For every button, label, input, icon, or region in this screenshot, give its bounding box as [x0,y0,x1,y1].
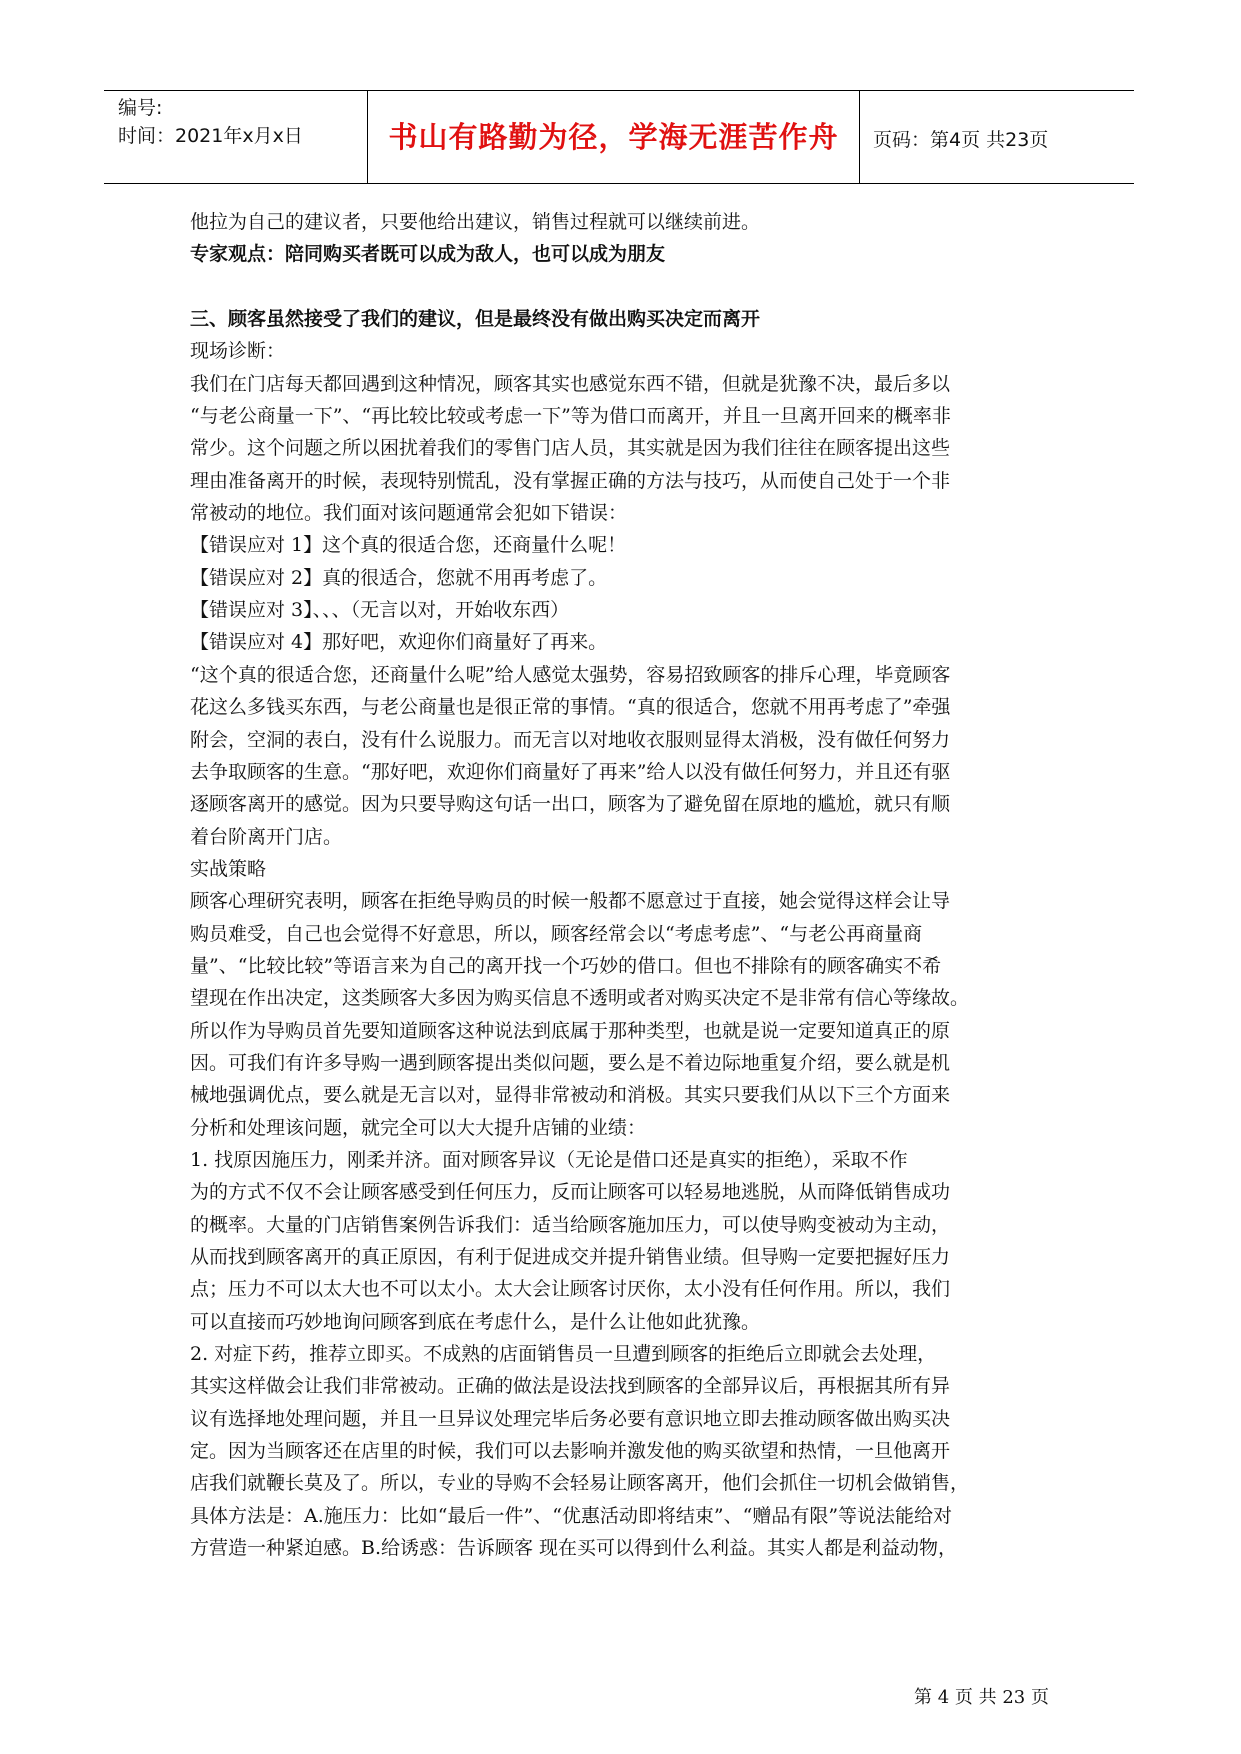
body-text-line: 实战策略 [190,857,267,880]
section-heading-line: 专家观点：陪同购买者既可以成为敌人，也可以成为朋友 [190,243,666,266]
body-text-line: “与老公商量一下”、“再比较比较或考虑一下”等为借口而离开，并且一旦离开回来的概率非 [190,405,951,428]
body-text-line: 因。可我们有许多导购一遇到顾客提出类似问题，要么是不着边际地重复介绍，要么就是机 [190,1051,951,1074]
body-text-line: 具体方法是：A.施压力：比如“最后一件”、“优惠活动即将结束”、“赠品有限”等说法能给对 [190,1504,953,1527]
body-text-line: 其实这样做会让我们非常被动。正确的做法是设法找到顾客的全部异议后，再根据其所有异 [190,1375,951,1398]
body-text-line: 可以直接而巧妙地询问顾客到底在考虑什么，是什么让他如此犹豫。 [190,1310,761,1333]
body-text-line: 常被动的地位。我们面对该问题通常会犯如下错误： [190,502,628,525]
body-text-line: 购员难受，自己也会觉得不好意思，所以，顾客经常会以“考虑考虑”、“与老公再商量商 [190,922,923,945]
body-text-line: 花这么多钱买东西，与老公商量也是很正常的事情。“真的很适合，您就不用再考虑了”牵强 [190,696,951,719]
header-motto-cell [367,91,860,183]
body-text-line: 的概率。大量的门店销售案例告诉我们：适当给顾客施加压力，可以使导购变被动为主动， [190,1213,951,1236]
document-time-label: 时间：2021年x月x日 [118,125,303,147]
body-text-line: 从而找到顾客离开的真正原因，有利于促进成交并提升销售业绩。但导购一定要把握好压力 [190,1246,951,1268]
body-text-line: “这个真的很适合您，还商量什么呢”给人感觉太强势，容易招致顾客的排斥心理，毕竟顾客 [190,663,951,686]
body-text-line: 为的方式不仅不会让顾客感受到任何压力，反而让顾客可以轻易地逃脱，从而降低销售成功 [190,1181,951,1204]
body-text-line: 去争取顾客的生意。“那好吧，欢迎你们商量好了再来”给人以没有做任何努力，并且还有驱 [190,760,951,783]
document-header [104,90,1134,184]
body-text-line: 【错误应对 4】那好吧，欢迎你们商量好了再来。 [190,631,608,654]
body-text-line: 【错误应对 2】真的很适合，您就不用再考虑了。 [190,566,608,589]
page-footer: 第 4 页 共 23 页 [914,1687,1049,1708]
document-number-label: 编号: [118,97,163,119]
body-text-line: 【错误应对 3】、、、（无言以对，开始收东西） [190,599,570,622]
body-text-line: 理由准备离开的时候，表现特别慌乱，没有掌握正确的方法与技巧，从而使自己处于一个非 [190,469,951,492]
body-text-line: 械地强调优点，要么就是无言以对，显得非常被动和消极。其实只要我们从以下三个方面来 [190,1084,951,1107]
body-text-line: 量”、“比较比较”等语言来为自己的离开找一个巧妙的借口。但也不排除有的顾客确实不希 [190,954,942,977]
body-text-line: 逐顾客离开的感觉。因为只要导购这句话一出口，顾客为了避免留在原地的尴尬，就只有顺 [190,793,951,816]
body-text-line: 议有选择地处理问题，并且一旦异议处理完毕后务必要有意识地立即去推动顾客做出购买决 [190,1407,951,1430]
body-text-line: 附会，空洞的表白，没有什么说服力。而无言以对地收衣服则显得太消极，没有做任何努力 [190,728,951,751]
body-text-line: 所以作为导购员首先要知道顾客这种说法到底属于那种类型，也就是说一定要知道真正的原 [190,1019,951,1042]
body-text-line: 着台阶离开门店。 [190,825,343,848]
header-page-cell [859,91,1134,183]
document-body [190,206,1080,1564]
header-page-label: 页码：第4页 共23页 [873,129,1049,151]
body-text-line: 常少。这个问题之所以困扰着我们的零售门店人员，其实就是因为我们往往在顾客提出这些 [190,437,951,460]
body-text-line: 现场诊断： [190,340,286,363]
body-text-line: 点；压力不可以太大也不可以太小。太大会让顾客讨厌你，太小没有任何作用。所以，我们 [190,1278,951,1301]
body-text-line: 他拉为自己的建议者，只要他给出建议，销售过程就可以继续前进。 [190,211,761,233]
body-text-line: 2. 对症下药，推荐立即买。不成熟的店面销售员一旦遭到顾客的拒绝后立即就会去处理， [190,1343,937,1366]
body-text-line: 我们在门店每天都回遇到这种情况，顾客其实也感觉东西不错，但就是犹豫不决，最后多以 [190,372,951,395]
header-meta-cell [104,91,366,183]
blank-line [190,271,1080,303]
body-text-line: 顾客心理研究表明，顾客在拒绝导购员的时候一般都不愿意过于直接，她会觉得这样会让导 [190,890,951,913]
body-text-line: 【错误应对 1】这个真的很适合您，还商量什么呢！ [190,534,627,557]
body-text-line: 1. 找原因施压力，刚柔并济。面对顾客异议（无论是借口还是真实的拒绝），采取不作 [190,1148,908,1171]
body-text-line: 望现在作出决定，这类顾客大多因为购买信息不透明或者对购买决定不是非常有信心等缘故。 [190,987,970,1010]
body-text-line: 定。因为当顾客还在店里的时候，我们可以去影响并激发他的购买欲望和热情，一旦他离开 [190,1440,951,1463]
body-text-line: 方营造一种紧迫感。B.给诱惑：告诉顾客 现在买可以得到什么利益。其实人都是利益动物， [190,1537,958,1560]
header-motto: 书山有路勤为径，学海无涯苦作舟 [388,120,839,154]
body-text-line: 店我们就鞭长莫及了。所以，专业的导购不会轻易让顾客离开，他们会抓住一切机会做销售， [190,1472,970,1495]
body-text-line: 分析和处理该问题，就完全可以大大提升店铺的业绩： [190,1116,647,1139]
section-heading-line: 三、顾客虽然接受了我们的建议，但是最终没有做出购买决定而离开 [190,308,761,331]
